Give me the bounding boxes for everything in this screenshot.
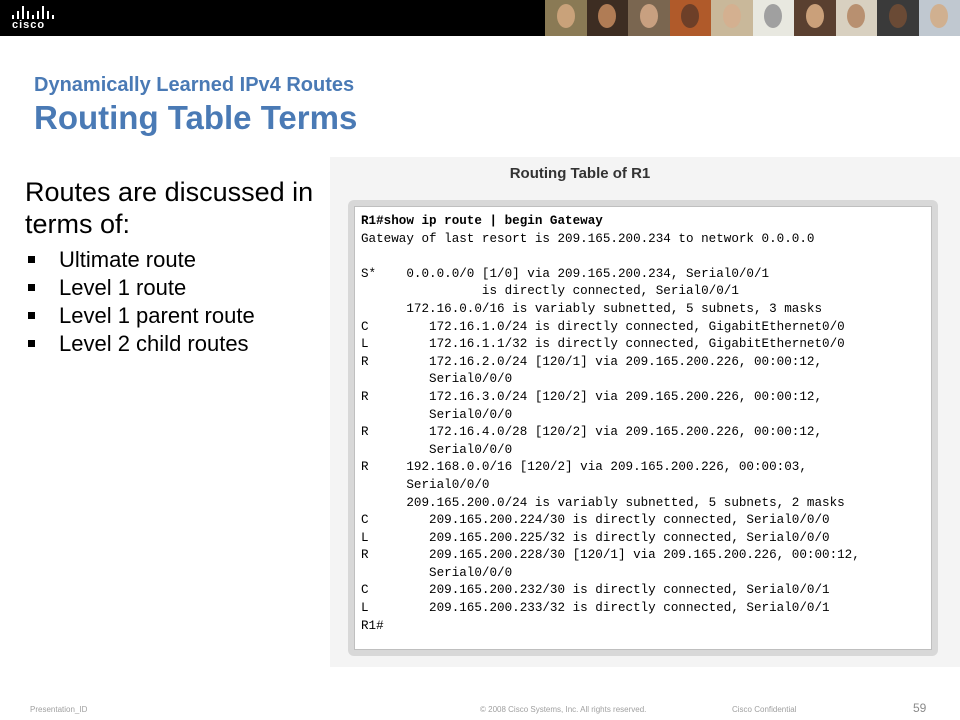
console-line: S* 0.0.0.0/0 [1/0] via 209.165.200.234, Serial0/0/1 <box>361 266 770 281</box>
bullet-text: Level 1 parent route <box>59 303 255 328</box>
person-photo <box>753 0 795 36</box>
person-face-icon <box>557 4 575 28</box>
cisco-wordmark: cisco <box>12 19 46 31</box>
bullet-text: Level 1 route <box>59 275 187 300</box>
console-line: R 209.165.200.228/30 [120/1] via 209.165.200.226, 00:00:12, <box>361 548 860 563</box>
person-photo <box>919 0 960 36</box>
bullet-item <box>25 274 255 302</box>
console-line <box>361 248 860 266</box>
person-face-icon <box>723 4 741 28</box>
presentation-id: Presentation_ID <box>30 705 88 714</box>
person-photo <box>794 0 836 36</box>
figure-title: Routing Table of R1 <box>509 165 651 182</box>
person-face-icon <box>930 4 948 28</box>
bullet-list <box>25 246 255 358</box>
slide-subtitle: Dynamically Learned IPv4 Routes <box>34 74 355 96</box>
console-line: R1#show ip route | begin Gateway <box>361 214 603 228</box>
console-line: Serial0/0/0 <box>361 477 490 492</box>
person-face-icon <box>640 4 658 28</box>
cisco-logo <box>10 5 70 31</box>
square-bullet-icon <box>28 284 35 291</box>
console-line: L 209.165.200.233/32 is directly connected, Serial0/0/1 <box>361 601 830 616</box>
person-photo <box>711 0 753 36</box>
slide-title: Routing Table Terms <box>34 99 358 136</box>
person-photo <box>545 0 587 36</box>
page-number: 59 <box>913 701 927 715</box>
top-banner <box>0 0 960 36</box>
lead-text: Routes are discussed in terms of: <box>25 177 314 239</box>
confidential-label: Cisco Confidential <box>732 705 797 714</box>
console-line: Serial0/0/0 <box>361 407 513 422</box>
copyright-text: © 2008 Cisco Systems, Inc. All rights reserved. <box>480 705 647 714</box>
person-face-icon <box>847 4 865 28</box>
people-photo-strip <box>545 0 960 36</box>
square-bullet-icon <box>28 340 35 347</box>
cisco-bars-icon <box>12 5 56 19</box>
square-bullet-icon <box>28 312 35 319</box>
person-face-icon <box>681 4 699 28</box>
console-line: R 172.16.3.0/24 [120/2] via 209.165.200.226, 00:00:12, <box>361 389 823 404</box>
square-bullet-icon <box>28 256 35 263</box>
person-face-icon <box>806 4 824 28</box>
console-line: L 172.16.1.1/32 is directly connected, GigabitEthernet0/0 <box>361 337 845 352</box>
console-line: Serial0/0/0 <box>361 565 513 580</box>
console-line: 209.165.200.0/24 is variably subnetted, 5 subnets, 2 masks <box>361 495 845 510</box>
bullet-item <box>25 246 255 274</box>
console-line: R 172.16.4.0/28 [120/2] via 209.165.200.226, 00:00:12, <box>361 425 823 440</box>
console-line: Gateway of last resort is 209.165.200.234 to network 0.0.0.0 <box>361 231 815 246</box>
person-photo <box>587 0 629 36</box>
console-line: R 192.168.0.0/16 [120/2] via 209.165.200.226, 00:00:03, <box>361 460 807 475</box>
console-line: C 209.165.200.232/30 is directly connected, Serial0/0/1 <box>361 583 830 598</box>
console-line: L 209.165.200.225/32 is directly connected, Serial0/0/0 <box>361 530 830 545</box>
console-lines <box>361 213 860 635</box>
console-line: 172.16.0.0/16 is variably subnetted, 5 subnets, 3 masks <box>361 301 823 316</box>
console-line: R1# <box>361 618 384 633</box>
person-photo <box>628 0 670 36</box>
console-output <box>354 206 932 650</box>
person-face-icon <box>598 4 616 28</box>
person-face-icon <box>764 4 782 28</box>
bullet-item <box>25 302 255 330</box>
console-line: R 172.16.2.0/24 [120/1] via 209.165.200.226, 00:00:12, <box>361 354 823 369</box>
console-line: Serial0/0/0 <box>361 372 513 387</box>
person-photo <box>877 0 919 36</box>
console-line: Serial0/0/0 <box>361 442 513 457</box>
bullet-item <box>25 330 255 358</box>
person-photo <box>670 0 712 36</box>
person-photo <box>836 0 878 36</box>
console-line: C 209.165.200.224/30 is directly connected, Serial0/0/0 <box>361 513 830 528</box>
bullet-text: Ultimate route <box>59 247 196 272</box>
person-face-icon <box>889 4 907 28</box>
bullet-text: Level 2 child routes <box>59 331 249 356</box>
console-line: is directly connected, Serial0/0/1 <box>361 284 739 299</box>
console-line: C 172.16.1.0/24 is directly connected, GigabitEthernet0/0 <box>361 319 845 334</box>
